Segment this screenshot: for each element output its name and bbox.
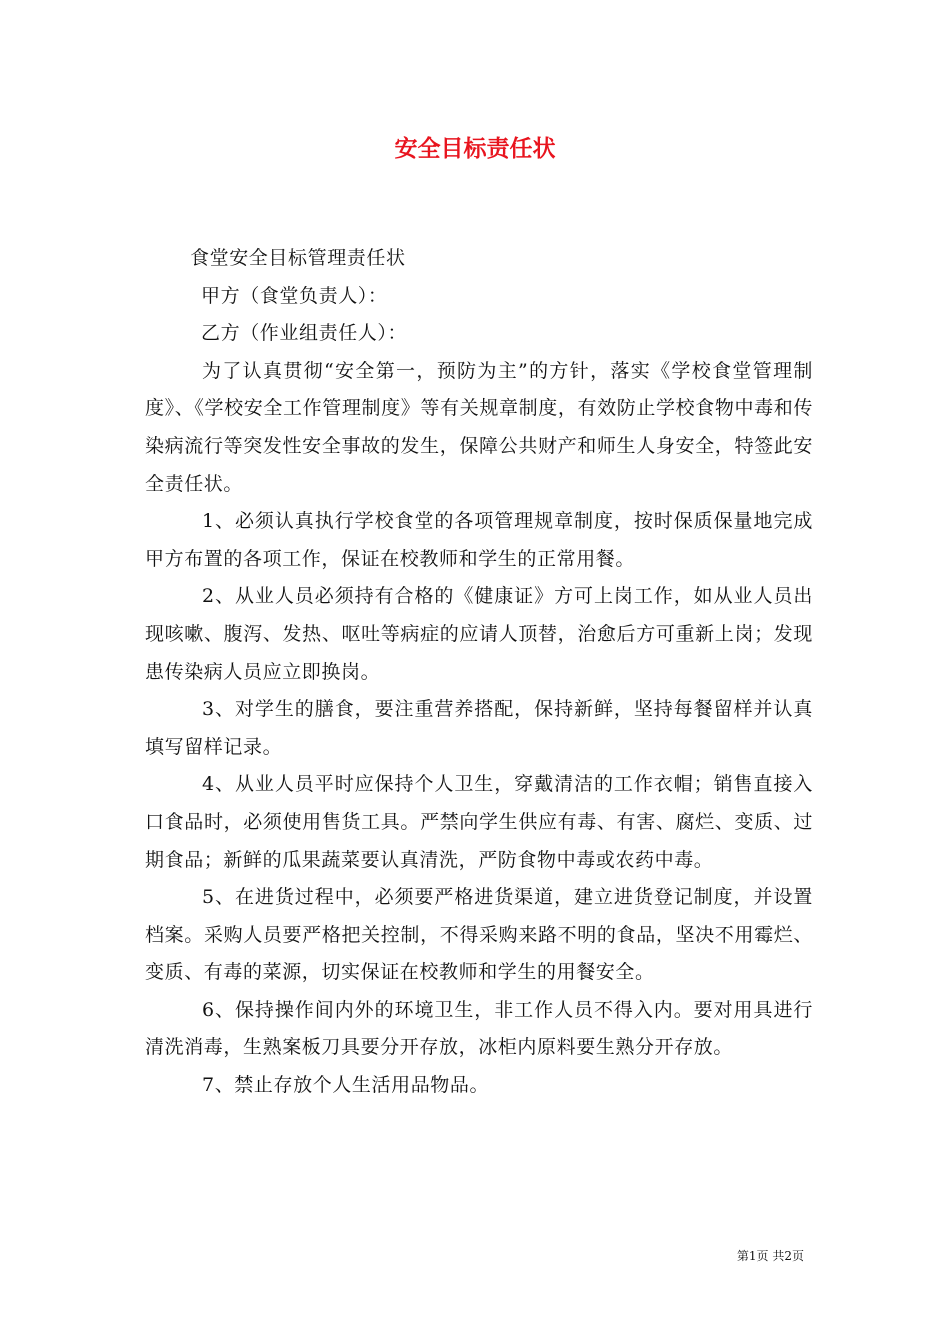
document-title: 安全目标责任状 (394, 136, 556, 162)
clause-5: 5、在进货过程中，必须要严格进货渠道，建立进货登记制度，并设置档案。采购人员要严格把关控制，不得采购来路不明的食品，坚决不用霉烂、变质、有毒的菜源，切实保证在校教师和学生的用餐安全。 (145, 886, 813, 984)
document-body (145, 240, 813, 1105)
clause-7: 7、禁止存放个人生活用品物品。 (202, 1074, 490, 1097)
clause-4: 4、从业人员平时应保持个人卫生，穿戴清洁的工作衣帽；销售直接入口食品时，必须使用售货工具。严禁向学生供应有毒、有害、腐烂、变质、过期食品；新鲜的瓜果蔬菜要认真清洗，严防食物中毒或农药中毒。 (145, 773, 813, 871)
clause-6: 6、保持操作间内外的环境卫生，非工作人员不得入内。要对用具进行清洗消毒，生熟案板刀具要分开存放，冰柜内原料要生熟分开存放。 (145, 998, 813, 1059)
document-subtitle: 食堂安全目标管理责任状 (190, 247, 406, 269)
clause-1: 1、必须认真执行学校食堂的各项管理规章制度，按时保质保量地完成甲方布置的各项工作，保证在校教师和学生的正常用餐。 (145, 510, 813, 570)
clause-2: 2、从业人员必须持有合格的《健康证》方可上岗工作，如从业人员出现咳嗽、腹泻、发热、呕吐等病症的应请人顶替，治愈后方可重新上岗；发现患传染病人员应立即换岗。 (145, 585, 813, 683)
page-number: 第1页 共2页 (736, 1249, 804, 1263)
intro-paragraph: 为了认真贯彻“安全第一，预防为主”的方针，落实《学校食堂管理制度》、《学校安全工作管理制度》等有关规章制度，有效防止学校食物中毒和传染病流行等突发性安全事故的发生，保障公共财产和师生人身安全，特签此安全责任状。 (145, 359, 813, 495)
clause-3: 3、对学生的膳食，要注重营养搭配，保持新鲜，坚持每餐留样并认真填写留样记录。 (145, 698, 813, 758)
party-a-line: 甲方（食堂负责人）： (201, 284, 388, 307)
party-b-line: 乙方（作业组责任人）： (201, 322, 408, 345)
